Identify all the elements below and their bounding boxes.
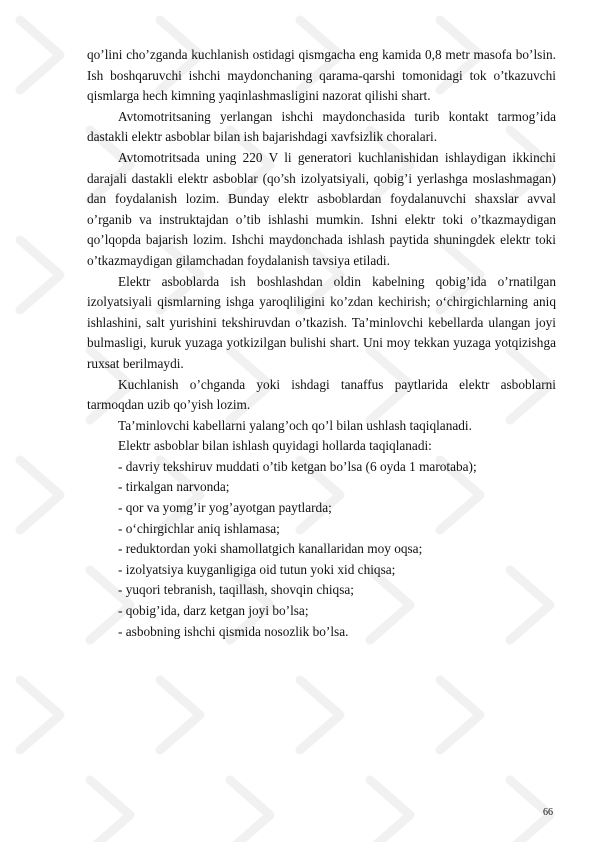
paragraph-safety-heading: Avtomotritsaning yerlangan ishchi maydonchasida turib kontakt tarmog’ida dastakli elektr asboblar bilan ish bajarishdagi xavfsizlik choralari. (87, 108, 556, 145)
list-item: - izolyatsiya kuyganligiga oid tutun yoki xid chiqsa; (118, 561, 396, 577)
paragraph-power-tools: Avtomotritsada uning 220 V li generatori kuchlanishidan ishlaydigan ikkinchi darajali dastakli elektr asboblar (qo’sh izolyatsiyali, qobig’i yerlashga moslashmagan) dan foydalanish lozim. Bunday elektr asboblardan foydalanuvchi shaxslar avval o’rganib va instruktajdan o’tib ishlashi mumkin. Ishni elektr toki o’tkazmaydigan qo’lqopda bajarish lozim. Ishchi maydonchada ishlash paytida shuningdek elektr toki o’tkazmaydigan gilamchadan foydalanish tavsiya etiladi. (87, 149, 556, 268)
list-item: - o‘chirgichlar aniq ishlamasa; (118, 520, 280, 536)
list-item: - davriy tekshiruv muddati o’tib ketgan bo’lsa (6 oyda 1 marotaba); (118, 458, 477, 474)
page-number: 66 (543, 807, 553, 818)
list-item: - tirkalgan narvonda; (118, 479, 230, 495)
document-body (87, 45, 556, 642)
list-item: - reduktordan yoki shamollatgich kanallaridan moy oqsa; (118, 541, 423, 557)
paragraph-inspection: Elektr asboblarda ish boshlashdan oldin kabelning qobig’ida o’rnatilgan izolyatsiyali qismlarning ishga yaroqliligini ko’zdan kechirish; o‘chirgichlarning aniq ishlashini, salt yurishini tekshiruvdan o’tkazish. Ta’minlovchi kebellarda ulangan joyi bulmasligi, kuruk yuzaga yotkizilgan bulishi shart. Uni moy tekkan yuzaga yotqizishga ruxsat berilmaydi. (87, 273, 556, 371)
list-item: - qor va yomg’ir yog’ayotgan paytlarda; (118, 500, 332, 516)
paragraph-continuation: qo’lini cho’zganda kuchlanish ostidagi qismgacha eng kamida 0,8 metr masofa bo’lsin. Ish boshqaruvchi ishchi maydonchaning qarama-qarshi tomonidagi tok o’tkazuvchi qismlarga hech kimning yaqinlashmasligini nazorat qilishi shart. (87, 47, 556, 104)
paragraph-cable-prohibition: Ta’minlovchi kabellarni yalang’och qo’l bilan ushlash taqiqlanadi. (118, 417, 472, 433)
paragraph-disconnect: Kuchlanish o’chganda yoki ishdagi tanaffus paytlarida elektr asboblarni tarmoqdan uzib qo’yish lozim. (87, 376, 556, 413)
list-item: - yuqori tebranish, taqillash, shovqin chiqsa; (118, 582, 354, 598)
paragraph-list-intro: Elektr asboblar bilan ishlash quyidagi hollarda taqiqlanadi: (118, 438, 432, 454)
list-item: - qobig’ida, darz ketgan joyi bo’lsa; (118, 603, 309, 619)
list-item: - asbobning ishchi qismida nosozlik bo’lsa. (118, 623, 349, 639)
